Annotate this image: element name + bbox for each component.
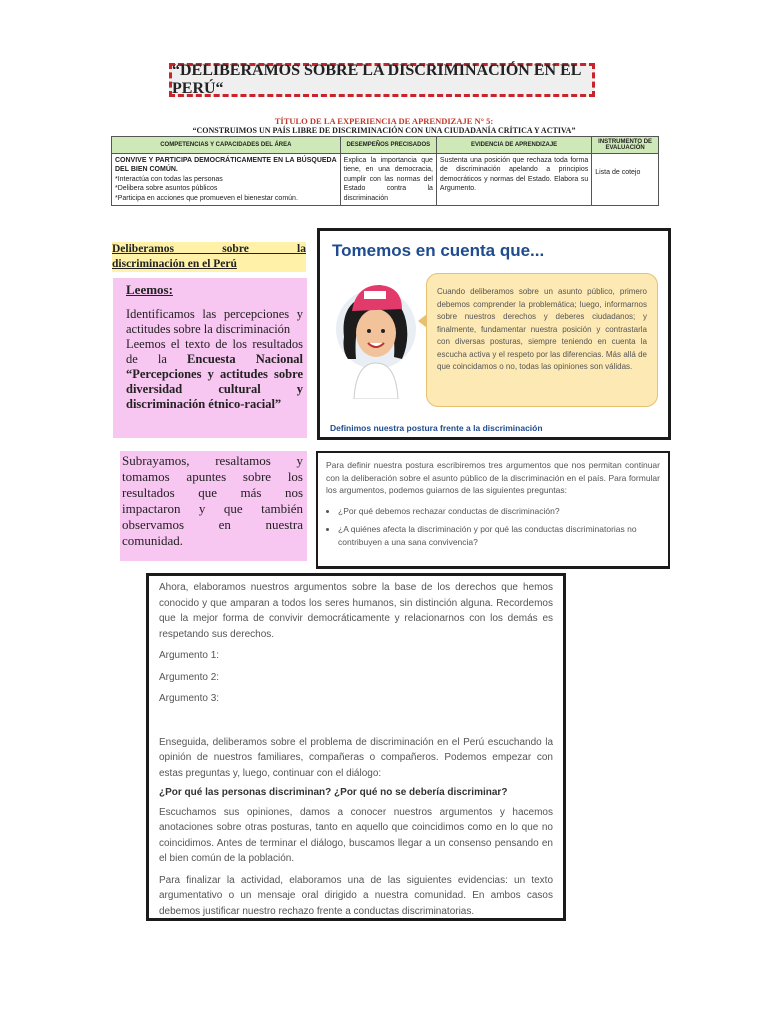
capacidad-item: *Interactúa con todas las personas xyxy=(115,175,223,183)
competencies-table xyxy=(111,136,659,206)
cell-competencia xyxy=(112,154,341,206)
dialogue-question: ¿Por qué las personas discriminan? ¿Por qué no se debería discriminar? xyxy=(159,787,508,798)
leemos-box xyxy=(113,278,307,438)
capacidad-item: *Delibera sobre asuntos públicos xyxy=(115,185,218,193)
cell-evidencia: Sustenta una posición que rechaza toda forma de discriminación apelando a principios democráticos y normas del Estado. Elabora su Argumento. xyxy=(436,154,591,206)
leemos-p2 xyxy=(126,337,303,412)
table-row xyxy=(112,154,659,206)
leemos-p2-start: Leemos el texto de los resultados de la xyxy=(126,337,303,366)
instructions-box xyxy=(316,451,670,569)
title-banner xyxy=(169,63,595,97)
leemos-p1: Identificamos las percepciones y actitudes sobre la discriminación xyxy=(126,307,303,336)
capacidad-item: *Participa en acciones que promueven el bienestar común. xyxy=(115,194,298,202)
tomemos-footer: Definimos nuestra postura frente a la discriminación xyxy=(330,423,543,433)
tomemos-bubble: Cuando deliberamos sobre un asunto público, primero debemos comprender la problemática; luego, informarnos sobre nuestros derechos y deberes ciudadanos; y finalmente, fundamentar nuestra posición y contrastarla con diversas posturas, siempre teniendo en cuenta la escucha activa y el respeto por las diferencias. Más allá de que coincidamos o no, todas las opiniones son válidas. xyxy=(426,273,658,407)
table-header-row xyxy=(112,137,659,154)
header-competencias: COMPETENCIAS Y CAPACIDADES DEL ÁREA xyxy=(112,137,341,154)
competencia-text: CONVIVE Y PARTICIPA DEMOCRÁTICAMENTE EN LA BÚSQUEDA DEL BIEN COMÚN. xyxy=(115,157,337,174)
argument-3-label: Argumento 3: xyxy=(159,693,220,704)
argument-2-label: Argumento 2: xyxy=(159,671,220,683)
leemos-label: Leemos: xyxy=(126,282,173,297)
argument-1-label: Argumento 1: xyxy=(159,650,220,661)
banner-title: “DELIBERAMOS SOBRE LA DISCRIMINACIÓN EN EL PERÚ“ xyxy=(172,62,581,97)
subrayamos-box: Subrayamos, resaltamos y tomamos apuntes sobre los resultados que más nos impactaron y que también observamos en nuestra comunidad. xyxy=(120,451,307,561)
questions-list xyxy=(326,505,660,549)
final-activity-text: Para finalizar la actividad, elaboramos una de las siguientes evidencias: un texto argumentativo o un mensaje oral dirigido a nuestra comunidad. En ambos casos debemos justificar nuestro rechazo frente a conductas discriminatorias. xyxy=(159,874,553,917)
leemos-p2-bold: Encuesta Nacional “Percepciones y actitudes sobre diversidad cultural y discriminación étnico-racial” xyxy=(126,352,303,411)
experience-name: “CONSTRUIMOS UN PAÍS LIBRE DE DISCRIMINACIÓN CON UNA CIUDADANÍA CRÍTICA Y ACTIVA” xyxy=(192,126,576,135)
cell-desempeno: Explica la importancia que tiene, en una democracia, cumplir con las normas del Estado contra la discriminación xyxy=(340,154,436,206)
section-heading xyxy=(112,242,306,272)
list-item: • ¿Por qué debemos rechazar conductas de discriminación? xyxy=(338,505,660,518)
instructions-text: Para definir nuestra postura escribiremos tres argumentos que nos permitan continuar con la deliberación sobre el asunto público de la discriminación en el país. Para formular los argumentos, podemos guiarnos de las siguientes preguntas: xyxy=(326,460,660,495)
section-heading-line1: Deliberamos sobre la xyxy=(112,243,306,255)
section-heading-line2: discriminación en el Perú xyxy=(112,257,237,270)
arguments-intro: Ahora, elaboramos nuestros argumentos sobre la base de los derechos que hemos conocido y que amparan a todos los seres humanos, sin distinción alguna. Recordemos que la mejor forma de convivir democráticamente y relacionarnos con los demás es respetando sus derechos. xyxy=(159,582,553,640)
girl-illustration-icon xyxy=(330,271,422,399)
header-instrumento: INSTRUMENTO DE EVALUACIÓN xyxy=(592,137,659,154)
arguments-box xyxy=(146,573,566,921)
tomemos-card xyxy=(317,228,671,440)
header-evidencia: EVIDENCIA DE APRENDIZAJE xyxy=(436,137,591,154)
tomemos-title: Tomemos en cuenta que... xyxy=(332,241,545,260)
opinions-text: Escuchamos sus opiniones, damos a conocer nuestros argumentos y hacemos anotaciones sobre otras posturas, tanto en aquello que coincidimos como en lo que no coincidimos. Antes de terminar el diálogo, buscamos llegar a un consenso pensando en el bien común de la población. xyxy=(159,806,553,864)
dialogue-text: Enseguida, deliberamos sobre el problema de discriminación en el Perú escuchando la opinión de nuestros familiares, compañeras o compañeros. Podemos empezar con estas preguntas y, luego, continuar con el diálogo: xyxy=(159,736,553,779)
cell-instrumento: Lista de cotejo xyxy=(592,154,659,206)
experience-title: TÍTULO DE LA EXPERIENCIA DE APRENDIZAJE N° 5: xyxy=(274,116,494,126)
list-item: • ¿A quiénes afecta la discriminación y por qué las conductas discriminatorias no contribuyen a una sana convivencia? xyxy=(338,523,660,548)
header-desempenos: DESEMPEÑOS PRECISADOS xyxy=(340,137,436,154)
